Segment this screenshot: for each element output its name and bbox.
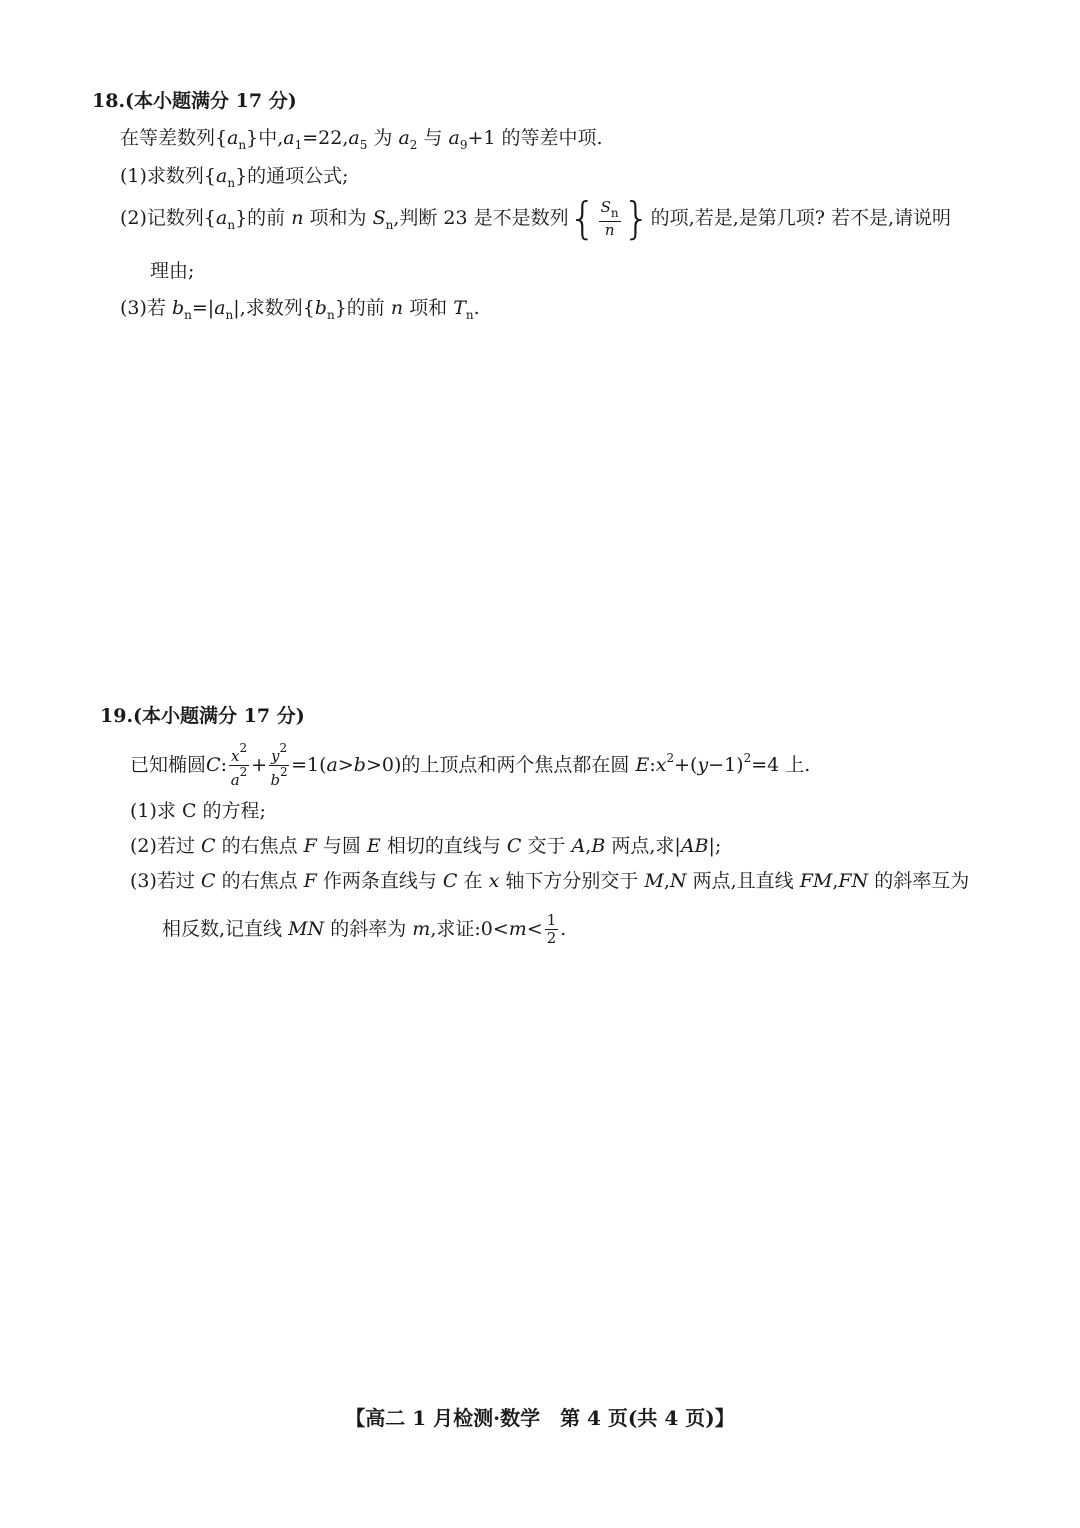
question-19-part-1: (1)求 C 的方程; — [130, 800, 266, 822]
question-18-part-2: (2)记数列$\{a_n\}$的前 n 项和为 $S_n$,判断 23 是不是数列{ $\frac{S_n}{n}$ }的项,若是,是第几项? 若不是,请说明 — [120, 193, 952, 244]
question-18-part-2-continued: 理由; — [150, 260, 195, 282]
question-18-intro: 在等差数列$\{a_n\}$中$,a_1=22,a_5$ 为 $a_2$ 与 $a_9+1$ 的等差中项. — [120, 127, 603, 152]
question-19-part-3: (3)若过 C 的右焦点 F 作两条直线与 C 在 x 轴下方分别交于 M,N 两点,且直线 FM,FN 的斜率互为 — [130, 870, 970, 892]
question-18-heading: 18.(本小题满分 17 分) — [92, 90, 297, 112]
question-19-part-2: (2)若过 C 的右焦点 F 与圆 E 相切的直线与 C 交于 A,B 两点,求|AB|; — [130, 835, 722, 857]
question-19-heading: 19.(本小题满分 17 分) — [100, 705, 305, 727]
page-footer: 【高二 1 月检测·数学 第 4 页(共 4 页)】 — [345, 1406, 735, 1430]
question-18-part-3: (3)若 $b_n=|a_n|$,求数列$\{b_n\}$的前 n 项和 $T_n$. — [120, 297, 480, 322]
question-19-intro: 已知椭圆C: $\frac{x^2}{a^2}$ + $\frac{y^2}{b^2}$ =1(a>b>0)的上顶点和两个焦点都在圆 $E:x^2+(y-1)^2=4$ 上. — [130, 741, 811, 790]
question-18-part-1: (1)求数列$\{a_n\}$的通项公式; — [120, 165, 349, 190]
question-19-part-3-continued: 相反数,记直线 MN 的斜率为 m,求证:0<m< $\frac{1}{2}$ . — [162, 911, 567, 948]
